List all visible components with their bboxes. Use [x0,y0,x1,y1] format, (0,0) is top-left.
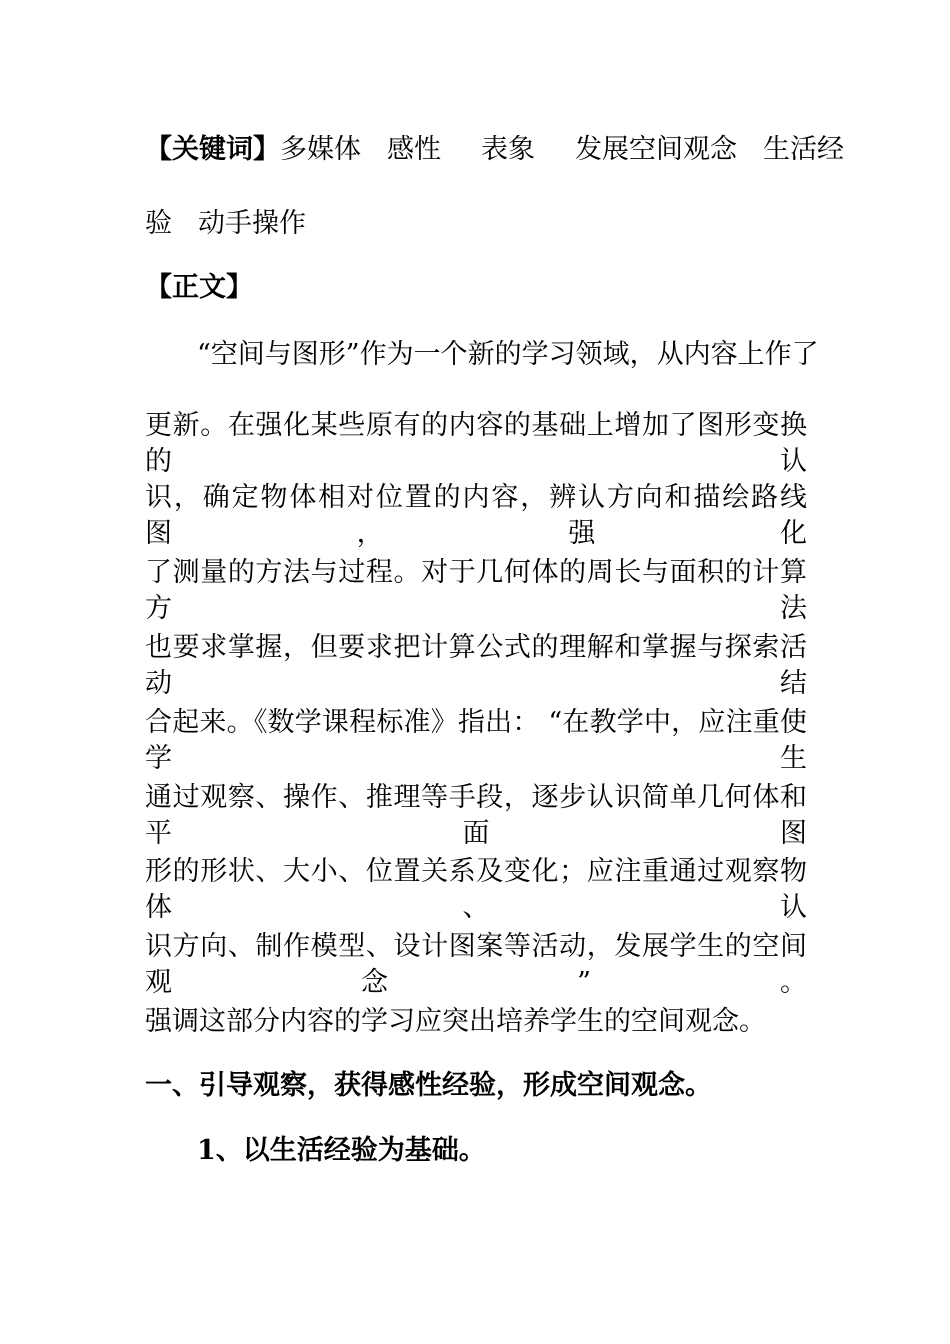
paragraph-line: 也要求掌握，但要求把计算公式的理解和掌握与探索活动结 [145,632,807,699]
keywords-label: 【关键词】 [145,134,280,165]
paragraph-line: 识方向、制作模型、设计图案等活动，发展学生的空间观念”。 [145,931,807,998]
paragraph-line: 识，确定物体相对位置的内容，辨认方向和描绘路线图，强化 [145,482,807,549]
keyword-item: 发展空间观念 [575,134,737,165]
keyword-item: 多媒体 [280,134,361,165]
paragraph-line: 更新。在强化某些原有的内容的基础上增加了图形变换的认 [145,410,807,477]
keywords-continuation-line [145,206,306,242]
paragraph-line: 形的形状、大小、位置关系及变化；应注重通过观察物体、认 [145,856,807,923]
paragraph-line: 合起来。《数学课程标准》指出： “在教学中，应注重使学生 [145,707,807,774]
keyword-item: 表象 [481,134,535,165]
keyword-item: 生活经 [763,134,844,165]
paragraph-line: 通过观察、操作、推理等手段，逐步认识简单几何体和平面图 [145,782,807,849]
keywords-line [145,132,844,168]
body-heading: 【正文】 [145,272,253,303]
subsection-heading: 1、以生活经验为基础。 [197,1135,486,1166]
paragraph-line: 了测量的方法与过程。对于几何体的周长与面积的计算方法 [145,557,807,624]
keyword-item: 感性 [387,134,441,165]
keyword-item: 动手操作 [198,208,306,239]
keyword-item: 验 [145,208,172,239]
paragraph-line: “空间与图形”作为一个新的学习领域，从内容上作了 [197,339,819,370]
section-heading: 一、引导观察，获得感性经验，形成空间观念。 [145,1070,712,1101]
paragraph-line: 强调这部分内容的学习应突出培养学生的空间观念。 [145,1006,766,1037]
